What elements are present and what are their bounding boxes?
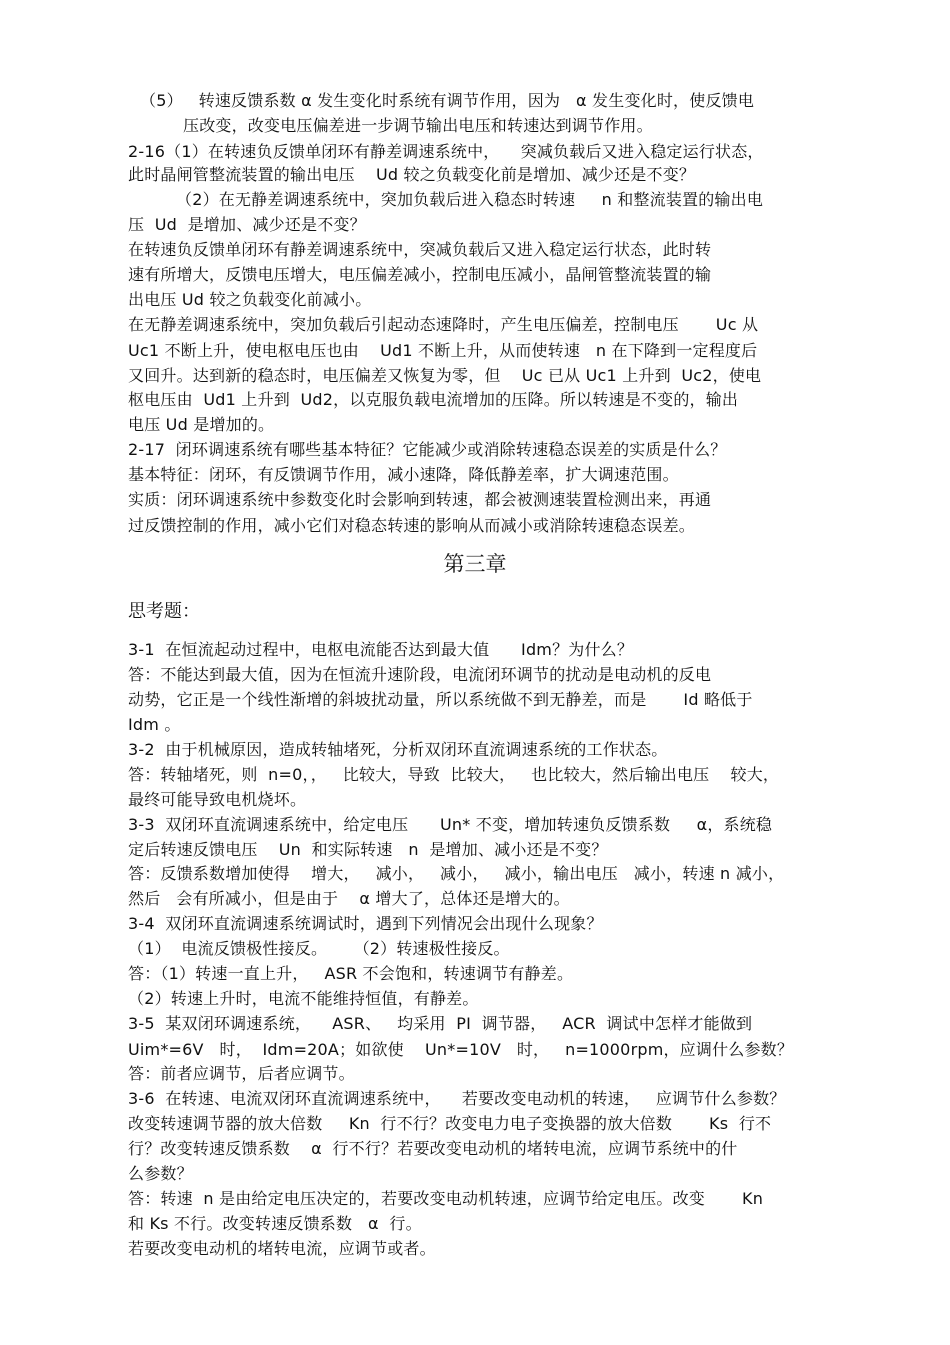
text-line: 么参数？ bbox=[128, 1164, 193, 1183]
text-line: 出电压 Ud 较之负载变化前减小。 bbox=[128, 290, 372, 309]
text-line: （5） 转速反馈系数 α 发生变化时系统有调节作用，因为 α 发生变化时，使反馈电 bbox=[140, 91, 755, 110]
text-line: 枢电压由 Ud1 上升到 Ud2，以克服负载电流增加的压降。所以转速是不变的，输出 bbox=[128, 390, 739, 409]
text-line: 动势，它正是一个线性渐增的斜坡扰动量，所以系统做不到无静差，而是 Id 略低于 bbox=[128, 690, 753, 709]
text-line: 3-2 由于机械原因，造成转轴堵死，分析双闭环直流调速系统的工作状态。 bbox=[128, 740, 668, 759]
text-line: 改变转速调节器的放大倍数 Kn 行不行？改变电力电子变换器的放大倍数 Ks 行不 bbox=[128, 1114, 772, 1133]
text-line: 然后 会有所减小，但是由于 α 增大了，总体还是增大的。 bbox=[128, 889, 570, 908]
text-line: 基本特征：闭环，有反馈调节作用，减小速降，降低静差率，扩大调速范围。 bbox=[128, 465, 679, 484]
text-line: 2-17 闭环调速系统有哪些基本特征？它能减少或消除转速稳态误差的实质是什么？ bbox=[128, 440, 727, 459]
text-line: 此时晶闸管整流装置的输出电压 Ud 较之负载变化前是增加、减少还是不变？ bbox=[128, 165, 696, 184]
text-line: 实质：闭环调速系统中参数变化时会影响到转速，都会被测速装置检测出来，再通 bbox=[128, 490, 712, 509]
text-line: 答：转轴堵死，则 n=0，， 比较大，导致 比较大， 也比较大，然后输出电压 较大， bbox=[128, 765, 780, 784]
text-line: 在转速负反馈单闭环有静差调速系统中，突减负载后又进入稳定运行状态，此时转 bbox=[128, 240, 712, 259]
text-line: 答：不能达到最大值，因为在恒流升速阶段，电流闭环调节的扰动是电动机的反电 bbox=[128, 665, 712, 684]
text-line: 压 Ud 是增加、减少还是不变？ bbox=[128, 215, 366, 234]
text-line: （2）转速上升时，电流不能维持恒值，有静差。 bbox=[128, 989, 479, 1008]
text-line: 行？改变转速反馈系数 α 行不行？若要改变电动机的堵转电流，应调节系统中的什 bbox=[128, 1139, 738, 1158]
text-line: 3-1 在恒流起动过程中，电枢电流能否达到最大值 Idm？为什么？ bbox=[128, 640, 634, 659]
text-line: （2）在无静差调速系统中，突加负载后进入稳态时转速 n 和整流装置的输出电 bbox=[176, 190, 764, 209]
text-line: 3-5 某双闭环调速系统， ASR、 均采用 PI 调节器， ACR 调试中怎样才能做到 bbox=[128, 1014, 753, 1033]
text-line: 在无静差调速系统中，突加负载后引起动态速降时，产生电压偏差，控制电压 Uc 从 bbox=[128, 315, 759, 334]
text-line: 定后转速反馈电压 Un 和实际转速 n 是增加、减小还是不变？ bbox=[128, 840, 608, 859]
text-line: Uc1 不断上升，使电枢电压也由 Ud1 不断上升，从而使转速 n 在下降到一定程度后 bbox=[128, 341, 758, 360]
text-line: 3-3 双闭环直流调速系统中，给定电压 Un* 不变，增加转速负反馈系数 α，系统稳 bbox=[128, 815, 773, 834]
text-line: 压改变，改变电压偏差进一步调节输出电压和转速达到调节作用。 bbox=[183, 116, 653, 135]
text-line: 答：转速 n 是由给定电压决定的，若要改变电动机转速，应调节给定电压。改变 Kn bbox=[128, 1189, 764, 1208]
text-line: 答：前者应调节，后者应调节。 bbox=[128, 1064, 355, 1083]
chapter-title: 第三章 bbox=[443, 552, 507, 576]
text-line: 3-6 在转速、电流双闭环直流调速系统中， 若要改变电动机的转速， 应调节什么参数？ bbox=[128, 1089, 786, 1108]
text-line: 答：（1）转速一直上升， ASR 不会饱和，转速调节有静差。 bbox=[128, 964, 574, 983]
text-line: 最终可能导致电机烧坏。 bbox=[128, 790, 307, 809]
text-line: 若要改变电动机的堵转电流，应调节或者。 bbox=[128, 1239, 436, 1258]
text-line: 又回升。达到新的稳态时，电压偏差又恢复为零，但 Uc 已从 Uc1 上升到 Uc2，使电 bbox=[128, 366, 762, 385]
text-line: （1） 电流反馈极性接反。 （2）转速极性接反。 bbox=[128, 939, 510, 958]
text-line: Idm 。 bbox=[128, 715, 181, 734]
text-line: 速有所增大，反馈电压增大，电压偏差减小，控制电压减小，晶闸管整流装置的输 bbox=[128, 265, 712, 284]
text-line: 电压 Ud 是增加的。 bbox=[128, 415, 275, 434]
text-line: 2-16（1）在转速负反馈单闭环有静差调速系统中， 突减负载后又进入稳定运行状态， bbox=[128, 142, 764, 161]
section-title: 思考题： bbox=[128, 601, 200, 622]
text-line: 过反馈控制的作用，减小它们对稳态转速的影响从而减小或消除转速稳态误差。 bbox=[128, 516, 696, 535]
text-line: 答：反馈系数增加使得 增大， 减小， 减小， 减小，输出电压 减小，转速 n 减小， bbox=[128, 864, 785, 883]
text-line: 3-4 双闭环直流调速系统调试时，遇到下列情况会出现什么现象？ bbox=[128, 914, 603, 933]
text-line: Uim*=6V 时， Idm=20A；如欲使 Un*=10V 时， n=1000rpm，应调什么参数？ bbox=[128, 1040, 794, 1059]
text-line: 和 Ks 不行。改变转速反馈系数 α 行。 bbox=[128, 1214, 422, 1233]
